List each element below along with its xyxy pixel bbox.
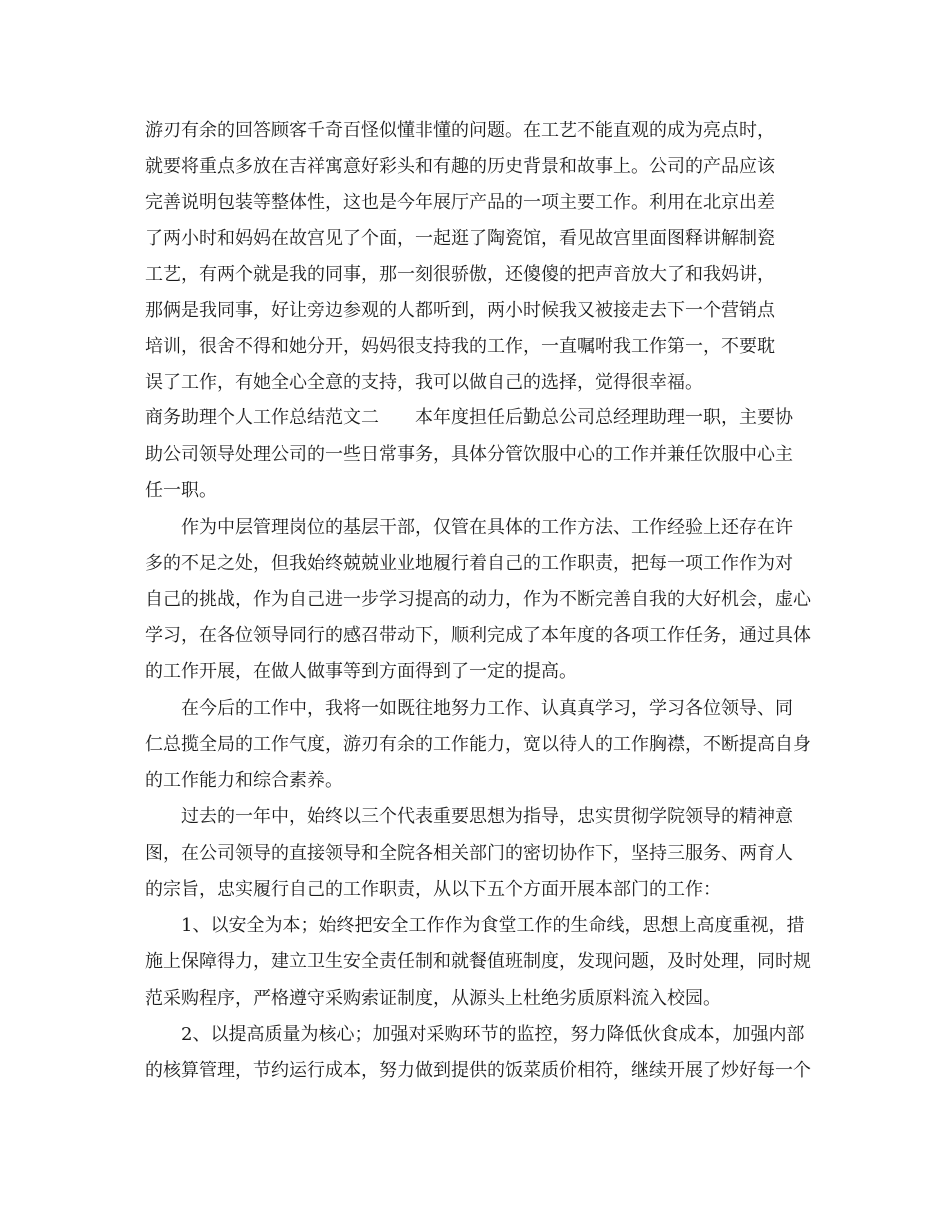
paragraph-first-line: 作为中层管理岗位的基层干部，仅管在具体的工作方法、工作经验上还存在许 bbox=[181, 517, 793, 538]
text-line: 那俩是我同事，好让旁边参观的人都听到，两小时候我又被接走去下一个营销点 bbox=[145, 300, 775, 321]
text-line: 任一职。 bbox=[145, 480, 217, 501]
text-line: 施上保障得力，建立卫生安全责任制和就餐值班制度，发现问题，及时处理，同时规 bbox=[145, 951, 811, 972]
text-line: 助公司领导处理公司的一些日常事务，具体分管饮服中心的工作并兼任饮服中心主 bbox=[145, 444, 793, 465]
text-line: 的宗旨，忠实履行自己的工作职责，从以下五个方面开展本部门的工作： bbox=[145, 879, 721, 900]
text-line: 多的不足之处，但我始终兢兢业业地履行着自己的工作职责，把每一项工作作为对 bbox=[145, 553, 793, 574]
text-line: 误了工作，有她全心全意的支持，我可以做自己的选择，觉得很幸福。 bbox=[145, 372, 703, 393]
paragraph-first-line: 过去的一年中，始终以三个代表重要思想为指导，忠实贯彻学院领导的精神意 bbox=[181, 806, 793, 827]
text-line: 游刃有余的回答顾客千奇百怪似懂非懂的问题。在工艺不能直观的成为亮点时， bbox=[145, 120, 775, 141]
text-line: 自己的挑战，作为自己进一步学习提高的动力，作为不断完善自我的大好机会，虚心 bbox=[145, 589, 811, 610]
text-line: 的工作能力和综合素养。 bbox=[145, 770, 343, 791]
text-line: 就要将重点多放在吉祥寓意好彩头和有趣的历史背景和故事上。公司的产品应该 bbox=[145, 156, 775, 177]
text-line: 的工作开展，在做人做事等到方面得到了一定的提高。 bbox=[145, 661, 577, 682]
text-line: 的核算管理，节约运行成本，努力做到提供的饭菜质价相符，继续开展了炒好每一个 bbox=[145, 1060, 811, 1081]
text-line: 工艺，有两个就是我的同事，那一刻很骄傲，还傻傻的把声音放大了和我妈讲， bbox=[145, 264, 775, 285]
text-line: 仁总揽全局的工作气度，游刃有余的工作能力，宽以待人的工作胸襟，不断提高自身 bbox=[145, 734, 811, 755]
text-line: 范采购程序，严格遵守采购索证制度，从源头上杜绝劣质原料流入校园。 bbox=[145, 988, 721, 1009]
text-line: 图，在公司领导的直接领导和全院各相关部门的密切协作下，坚持三服务、两育人 bbox=[145, 843, 793, 864]
paragraph-first-line: 2、以提高质量为核心；加强对采购环节的监控，努力降低伙食成本，加强内部 bbox=[181, 1024, 805, 1045]
text-line: 完善说明包装等整体性，这也是今年展厅产品的一项主要工作。利用在北京出差 bbox=[145, 192, 775, 213]
text-line: 了两小时和妈妈在故宫见了个面，一起逛了陶瓷馆，看见故宫里面图释讲解制瓷 bbox=[145, 228, 775, 249]
paragraph-first-line: 在今后的工作中，我将一如既往地努力工作、认真真学习，学习各位领导、同 bbox=[181, 698, 793, 719]
section-heading-line: 商务助理个人工作总结范文二 本年度担任后勤总公司总经理助理一职，主要协 bbox=[145, 407, 793, 428]
text-line: 学习，在各位领导同行的感召带动下，顺利完成了本年度的各项工作任务，通过具体 bbox=[145, 625, 811, 646]
text-line: 培训，很舍不得和她分开，妈妈很支持我的工作，一直嘱咐我工作第一，不要耽 bbox=[145, 336, 775, 357]
paragraph-first-line: 1、以安全为本；始终把安全工作作为食堂工作的生命线，思想上高度重视，措 bbox=[181, 915, 805, 936]
